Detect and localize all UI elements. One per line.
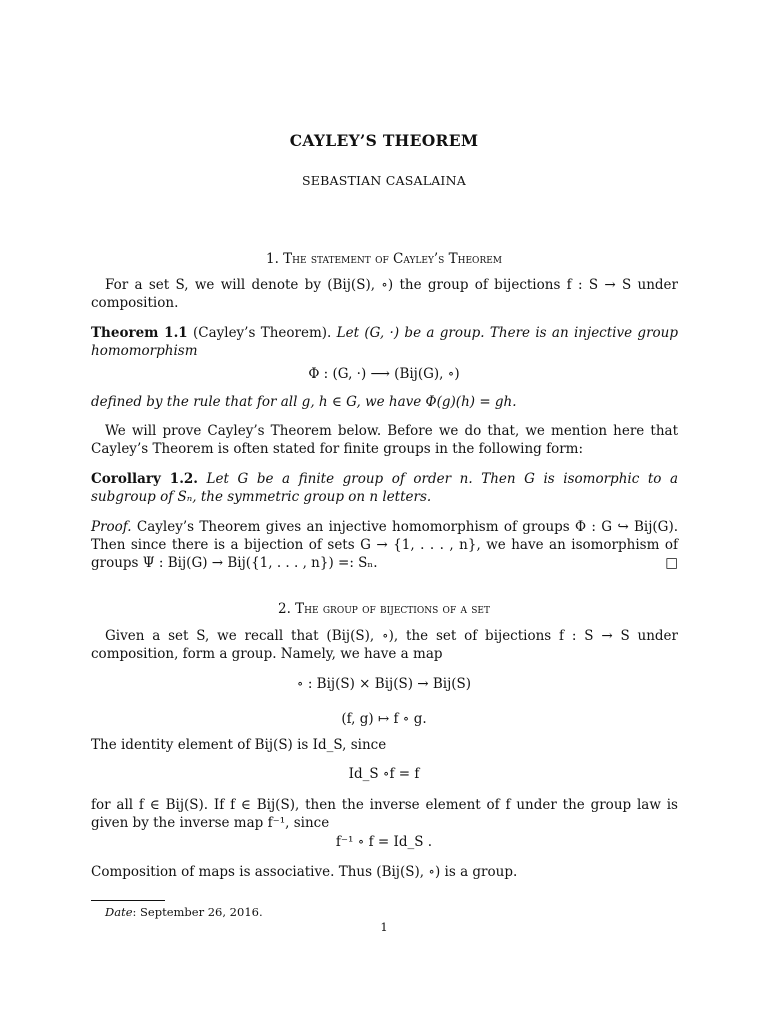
inverse-equation: f⁻¹ ∘ f = Id_S . xyxy=(335,834,433,850)
theorem-continuation: defined by the rule that for all g, h ∈ G, we have Φ(g)(h) = gh. xyxy=(91,394,517,410)
identity-paragraph: The identity element of Bij(S) is Id_S, since xyxy=(91,737,387,753)
bijection-group-paragraph: Given a set S, we recall that (Bij(S), ∘), the set of bijections f : S → S under composition, form a group. Namely, we have a map xyxy=(91,628,678,662)
composition-rule-equation: (f, g) ↦ f ∘ g. xyxy=(341,711,427,727)
corollary-statement: Let G be a finite group of order n. Then G is isomorphic to a subgroup of Sₙ, the symmetric group on n letters. xyxy=(91,471,678,505)
footnote-text: : September 26, 2016. xyxy=(132,905,263,919)
corollary-1-2 xyxy=(91,470,678,506)
intro-paragraph: For a set S, we will denote by (Bij(S), ∘) the group of bijections f : S → S under composition. xyxy=(91,277,678,311)
page-number: 1 xyxy=(380,920,388,934)
qed-symbol: □ xyxy=(665,555,678,571)
paper-title: CAYLEY’S THEOREM xyxy=(289,131,479,150)
identity-equation: Id_S ∘f = f xyxy=(348,766,420,782)
paragraph-before-corollary: We will prove Cayley’s Theorem below. Before we do that, we mention here that Cayley’s Theorem is often stated for finite groups in the following form: xyxy=(91,423,678,457)
theorem-1-1 xyxy=(91,324,678,360)
proof-block xyxy=(91,518,678,572)
footnote-label: Date xyxy=(105,905,133,919)
theorem-statement: Let (G, ·) be a group. There is an injective group homomorphism xyxy=(91,325,678,359)
proof-label: Proof. xyxy=(91,519,132,535)
corollary-label: Corollary 1.2. xyxy=(91,471,198,487)
section-heading-2: 2. The group of bijections of a set xyxy=(277,601,491,617)
theorem-label: Theorem 1.1 xyxy=(91,325,188,341)
theorem-name: (Cayley’s Theorem). xyxy=(187,325,332,341)
author-name: SEBASTIAN CASALAINA xyxy=(302,173,466,188)
inverse-paragraph: for all f ∈ Bij(S). If f ∈ Bij(S), then the inverse element of f under the group law is given by the inverse map f⁻¹, since xyxy=(91,797,678,831)
footnote-rule xyxy=(91,900,165,901)
theorem-display-equation: Φ : (G, ·) ⟶ (Bij(G), ∘) xyxy=(308,366,460,382)
section-heading-1: 1. The statement of Cayley’s Theorem xyxy=(265,251,502,267)
associativity-paragraph: Composition of maps is associative. Thus (Bij(S), ∘) is a group. xyxy=(91,864,518,880)
footnote-date xyxy=(105,905,263,919)
composition-map-equation: ∘ : Bij(S) × Bij(S) → Bij(S) xyxy=(296,676,472,692)
proof-text: Cayley’s Theorem gives an injective homomorphism of groups Φ : G ↪ Bij(G). Then since there is a bijection of sets G → {1, . . . , n}, we have an isomorphism of groups Ψ : Bij(G) → Bij({1, . . . , n}) =: Sₙ. xyxy=(91,519,678,571)
